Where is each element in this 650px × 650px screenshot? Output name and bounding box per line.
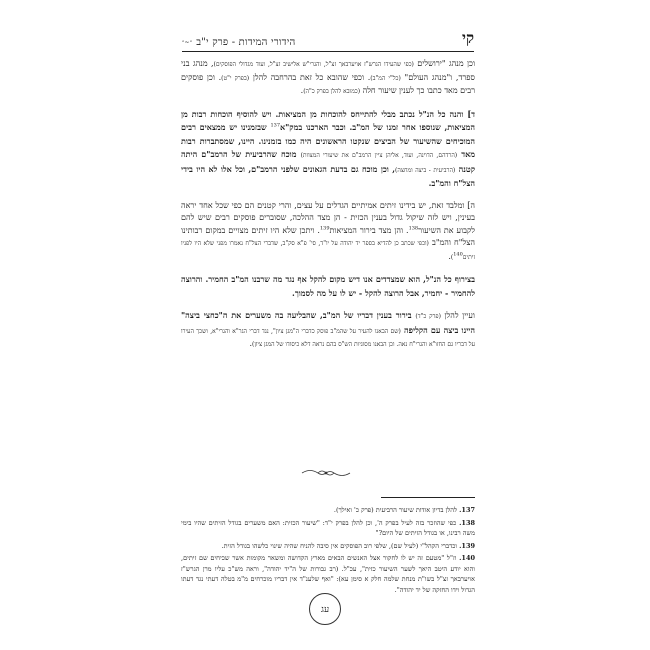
text-run: .: [448, 251, 451, 261]
footnote-text: להלן בדיון אודות שיעור הרביעית (פרק כ' ואילך).: [333, 506, 458, 514]
text-run: ה] ומלבד זאת, יש בידינו זיתים אמיתיים הגדלים על עצים, והרי קטנים הם כפי שכל אחד יראה בעינין, ויש לזה שיקול גדול בענין הכזית - הן מצד ההלכה, שסוברים פוסקים רבים שיש להם לקבוע את השיעור: [181, 200, 476, 235]
paragraph-p1: [181, 58, 475, 99]
running-title-mark: ״~״: [182, 39, 193, 46]
footnote-number: 139.: [459, 541, 475, 550]
paragraph-p2: [181, 108, 475, 191]
text-run: . והן מצד בירור המציאות: [329, 225, 409, 235]
text-run: (פרק כ"ד): [415, 313, 441, 320]
footnote-number: 138.: [459, 518, 475, 527]
footnote-number: 140.: [459, 554, 475, 562]
text-run: (כמובא להלן בפרק כ"ה): [303, 88, 361, 95]
running-title-text: הידורי המידות - פרק י"ב: [196, 37, 296, 48]
footnote-text: וז"ל "מטעם זה יש לו לחקור אצל האנשים הבאים מארץ הקדושה ומשאר מקומות אשר שכיחים שם זיתים, והוא יודע היטב היאך לשער השיעור כזית", עכ"ל. (רב גבורות של ה"יד יהודה", וראה מש"כ עליו מרן הגרש"ז אויערבאך זצ"ל בשו"ת מנחת שלמה חלק א סימן עא): "ואף שלענ"ד אין דבריו מוכרחים מ"מ בטלה דעתי נגד דעתו הגדול וידו החזקה של יד יהודה".: [181, 554, 475, 594]
text-run: וכן מנהג "ירושלים: [413, 59, 475, 68]
header-page-letter: קי: [462, 29, 474, 47]
text-run: . ויתכן שלא היו זיתים מצויים במקום רבותינו הצל"ח והמ"ב: [181, 225, 475, 247]
paragraph-p3: [181, 200, 475, 265]
paragraph-p4: [181, 273, 475, 300]
footnote-number: 137.: [459, 506, 475, 514]
text-run: ועיין להלן: [440, 311, 475, 320]
text-run: . וכן פוסקים רבים מאד כתבו כך לענין שיעור חלה: [181, 72, 475, 95]
text-run: , וכן מוכח גם בדעת הגאונים שלפני הרמב"ם, וכל אלו לא היו בידי הצל"ח והמ"ב.: [181, 163, 475, 188]
footnote-ref: 138: [408, 224, 419, 231]
footnotes: [181, 505, 475, 597]
footnote: [181, 541, 475, 552]
text-run: , מנהג בני ספרד, ו"מנהג העולם": [181, 59, 475, 82]
text-run: .: [249, 339, 252, 348]
footnote-ref: 139: [319, 224, 330, 231]
text-run: שבזמנינו יש ממצאים רבים המוכיחים שהשיעור של הביצים שנקטו הראשונים היה כמו בזמנינו. היינו, שמסתברות רבות מאד: [181, 122, 476, 159]
footnote: [181, 553, 475, 595]
footnote-ref: 140: [453, 250, 463, 257]
text-run: ד] והנה כל הנ"ל נכתב מבלי להתייחס להוכחות מן המציאות. ויש להוסיף הוכחות רבות מן המציאות, שנוספו אחר זמנו של המ"ב. וכבר הארכנו במק"א: [181, 108, 475, 132]
text-run: ): [450, 253, 454, 261]
text-run: (כפי שהעידו הגרש"ז אויערבאך זצ"ל, והגרי"ש אלישיב זצ"ל, ועוד מגדולי הפוסקים): [213, 61, 414, 68]
footnote-text: וכדברי הקהל"י (לעיל שם), שלפי רוב הפוסקים אין סיבה להניח שהיה שינוי כלשהו בגודל הזית.: [221, 541, 458, 550]
footnote-separator: [381, 497, 475, 498]
text-run: בירור בענין דבריו של המ"ב, שהבליעה בה משערים את ה"כחצי ביצה" היינו ביצה עם הקליפה: [181, 310, 476, 335]
running-title: [182, 37, 295, 48]
footnote-text: כפי שהוזכר בזה לעיל בפרק ה', וכן להלן בפרק י"ד: "שיעור הכזית: האם משערים בגודל הזיתים שהיו בימי משה רבינו, או בגודל הזיתים של היום?": [181, 518, 475, 537]
text-run: .: [300, 86, 304, 95]
running-header: [182, 26, 474, 52]
text-run: (הרדהם, הדוינה, ועוד, אליהן ציין הרמב"ם את שיעורי המצוות): [300, 152, 458, 159]
footnote-ref: 137: [270, 122, 280, 129]
page-number: עג: [320, 604, 330, 615]
text-run: בצירוף כל הנ"ל, הוא שמצדדים אנו דיש מקום להקל אף נגד מה שרבנו המ"ב החמיר. והרוצה להחמיר - יחמיר, אבל הרוצה להקל - יש לו על מה לסמוך.: [181, 274, 475, 298]
text-run: (הרביעית - ביצה ומחצה): [395, 166, 456, 174]
text-run: (שם הבאנו להעיר על שהמ"ב פוסק כדברי ה"מגן ציון", נגד דברי הגר"א והגרי"א, ושכך העירו על דבריו גם החזו"א והגרי"ח נאה. וכן הבאנו מסוגיות הש"ס בהם נראה דלא כיסודו של המגן ציון): [181, 327, 475, 348]
paragraph-p5: [181, 309, 475, 352]
footnote: [181, 518, 475, 539]
text-run: (בפרק י"ט): [221, 74, 250, 82]
section-divider-ornament: [300, 466, 352, 480]
footnote: [181, 505, 475, 516]
text-run: . וכפי שהובא כל זאת בהרחבה להלן: [249, 72, 371, 82]
page-number-badge: [309, 593, 341, 625]
main-text: [181, 58, 475, 361]
text-run: (כל"י המ"ב): [370, 74, 401, 82]
text-run: (וכפי שכתב כן להדיא בספר יד יהודה על יו"ד, סי' פ"א סק"ב, שדברי הצל"ח נאמרו מפני שלא היו לפניו זיתים: [181, 240, 475, 261]
text-run: מוכח שהרביעית של הרמב"ם היתה קטנה: [181, 149, 475, 174]
